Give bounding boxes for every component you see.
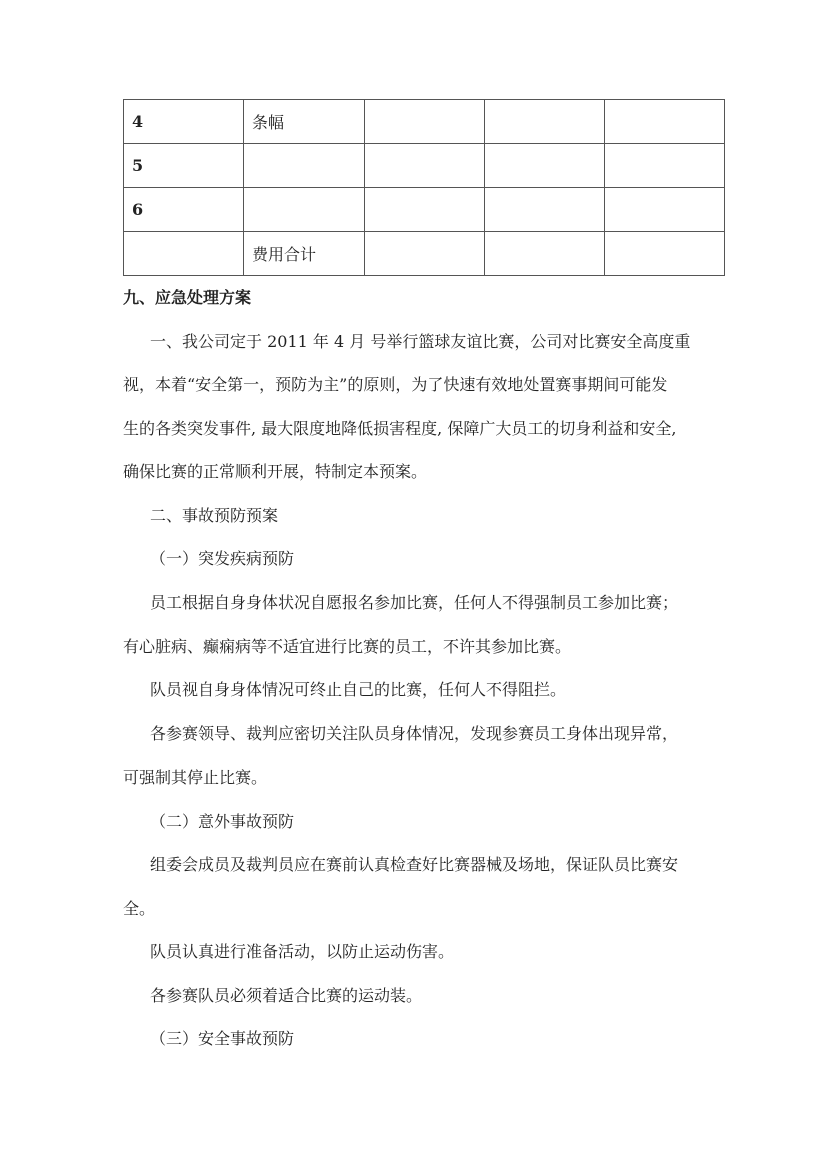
expense-table <box>123 99 725 276</box>
table-cell <box>365 100 485 144</box>
table-cell <box>365 232 485 276</box>
section-heading: 九、应急处理方案 <box>123 288 252 307</box>
table-cell <box>244 188 365 232</box>
table-cell <box>365 188 485 232</box>
paragraph-line: 一、我公司定于 2011 年 4 月 号举行篮球友谊比赛，公司对比赛安全高度重 <box>150 332 691 351</box>
paragraph-line: 可强制其停止比赛。 <box>123 768 268 787</box>
paragraph-line: （二）意外事故预防 <box>150 812 295 831</box>
table-cell <box>605 144 725 188</box>
paragraph-line: 视，本着“安全第一，预防为主”的原则，为了快速有效地处置赛事期间可能发 <box>123 375 668 394</box>
table-cell <box>124 232 244 276</box>
table-cell <box>485 144 605 188</box>
paragraph-line: 员工根据自身身体状况自愿报名参加比赛，任何人不得强制员工参加比赛； <box>150 593 679 612</box>
paragraph-line: （一）突发疾病预防 <box>150 549 295 568</box>
paragraph-line: 各参赛队员必须着适合比赛的运动装。 <box>150 986 423 1005</box>
table-cell <box>485 100 605 144</box>
table-cell: 5 <box>124 144 244 188</box>
table-cell <box>485 232 605 276</box>
table-cell <box>485 188 605 232</box>
table-cell: 费用合计 <box>244 232 365 276</box>
table-row <box>124 100 725 144</box>
paragraph-line: 组委会成员及裁判员应在赛前认真检查好比赛器械及场地，保证队员比赛安 <box>150 855 679 874</box>
table-cell <box>605 100 725 144</box>
paragraph-line: 各参赛领导、裁判应密切关注队员身体情况，发现参赛员工身体出现异常， <box>150 724 679 743</box>
paragraph-line: 有心脏病、癫痫病等不适宜进行比赛的员工，不许其参加比赛。 <box>123 637 572 656</box>
table-cell: 4 <box>124 100 244 144</box>
paragraph-line: 队员视自身身体情况可终止自己的比赛，任何人不得阻拦。 <box>150 680 567 699</box>
table-row <box>124 232 725 276</box>
paragraph-line: 确保比赛的正常顺利开展，特制定本预案。 <box>123 462 428 481</box>
table-cell <box>244 144 365 188</box>
paragraph-line: 队员认真进行准备活动，以防止运动伤害。 <box>150 942 455 961</box>
table-cell: 6 <box>124 188 244 232</box>
table-cell: 条幅 <box>244 100 365 144</box>
paragraph-line: 二、事故预防预案 <box>150 506 279 525</box>
table-cell <box>605 188 725 232</box>
paragraph-line: 全。 <box>123 899 156 918</box>
paragraph-line: 生的各类突发事件, 最大限度地降低损害程度, 保障广大员工的切身利益和安全, <box>123 419 677 438</box>
table-cell <box>605 232 725 276</box>
paragraph-line: （三）安全事故预防 <box>150 1029 295 1048</box>
table-cell <box>365 144 485 188</box>
table-row <box>124 188 725 232</box>
table-row <box>124 144 725 188</box>
